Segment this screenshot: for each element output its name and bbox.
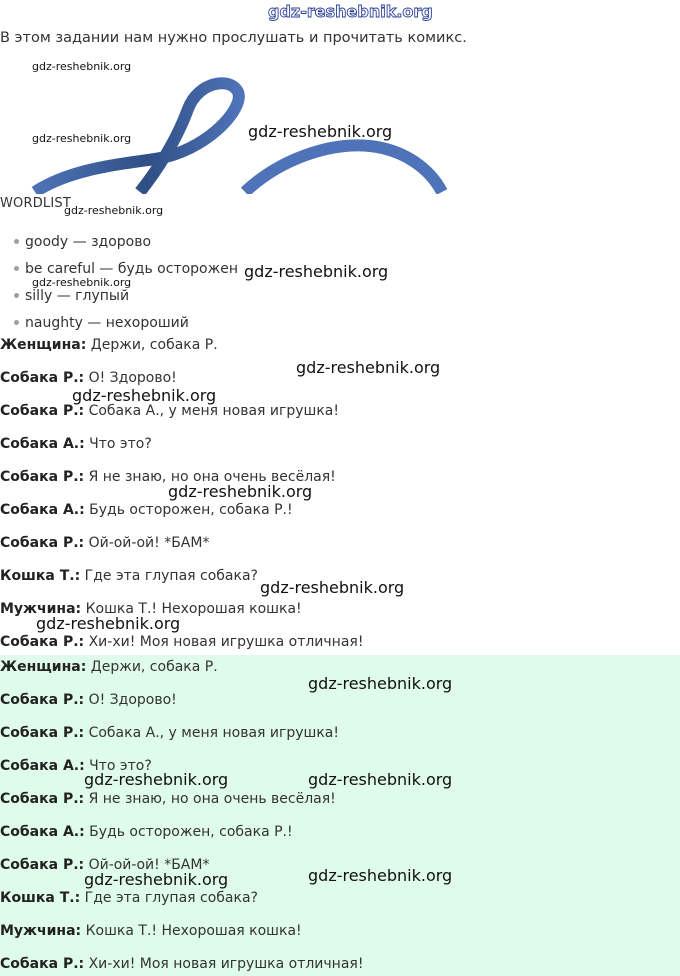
dialogue-line: Собака Р.: Я не знаю, но она очень весёлая!: [0, 791, 336, 807]
dialogue-line: Кошка Т.: Где эта глупая собака?: [0, 890, 258, 906]
watermark: gdz-reshebnik.org: [64, 204, 164, 217]
bullet-icon: [14, 293, 19, 298]
intro-text: В этом задании нам нужно прослушать и прочитать комикс.: [0, 30, 467, 46]
dialogue-line: Мужчина: Кошка Т.! Нехорошая кошка!: [0, 601, 302, 617]
watermark: gdz-reshebnik.org: [308, 674, 453, 693]
watermark: gdz-reshebnik.org: [248, 122, 393, 141]
watermark: gdz-reshebnik.org: [72, 386, 217, 405]
dialogue-line: Женщина: Держи, собака Р.: [0, 337, 218, 353]
wordlist-item: silly — глупый: [14, 288, 129, 304]
dialogue-line: Собака Р.: Я не знаю, но она очень весёлая!: [0, 469, 336, 485]
dialogue-line: Собака А.: Что это?: [0, 436, 152, 452]
bullet-icon: [14, 239, 19, 244]
watermark-top: gdz-reshebnik.org: [268, 2, 433, 21]
watermark: gdz-reshebnik.org: [308, 770, 453, 789]
dialogue-line: Кошка Т.: Где эта глупая собака?: [0, 568, 258, 584]
watermark: gdz-reshebnik.org: [168, 482, 313, 501]
watermark: gdz-reshebnik.org: [244, 262, 389, 281]
watermark: gdz-reshebnik.org: [32, 276, 132, 289]
dialogue-line: Собака А.: Будь осторожен, собака Р.!: [0, 502, 293, 518]
watermark: gdz-reshebnik.org: [84, 870, 229, 889]
dialogue-line: Собака Р.: Хи-хи! Моя новая игрушка отличная!: [0, 634, 364, 650]
wordlist-item: be careful — будь осторожен: [14, 261, 238, 277]
dialogue-line: Собака Р.: Хи-хи! Моя новая игрушка отличная!: [0, 956, 364, 972]
watermark: gdz-reshebnik.org: [84, 770, 229, 789]
dialogue-line: Собака А.: Будь осторожен, собака Р.!: [0, 824, 293, 840]
wordlist-item: naughty — нехороший: [14, 315, 189, 331]
watermark: gdz-reshebnik.org: [32, 132, 132, 145]
watermark: gdz-reshebnik.org: [260, 578, 405, 597]
dialogue-line: Собака Р.: Ой-ой-ой! *БАМ*: [0, 535, 210, 551]
dialogue-line: Мужчина: Кошка Т.! Нехорошая кошка!: [0, 923, 302, 939]
dialogue-line: Собака Р.: Ой-ой-ой! *БАМ*: [0, 857, 210, 873]
bullet-icon: [14, 266, 19, 271]
watermark: gdz-reshebnik.org: [308, 866, 453, 885]
dialogue-line: Собака Р.: Собака А., у меня новая игрушка!: [0, 725, 339, 741]
dialogue-line: Собака А.: Что это?: [0, 758, 152, 774]
dialogue-line: Собака Р.: Собака А., у меня новая игрушка!: [0, 403, 339, 419]
watermark: gdz-reshebnik.org: [32, 60, 132, 73]
watermark: gdz-reshebnik.org: [296, 358, 441, 377]
dialogue-line: Женщина: Держи, собака Р.: [0, 659, 218, 675]
watermark: gdz-reshebnik.org: [36, 614, 181, 633]
bullet-icon: [14, 320, 19, 325]
dialogue-line: Собака Р.: О! Здорово!: [0, 692, 177, 708]
dialogue-line: Собака Р.: О! Здорово!: [0, 370, 177, 386]
wordlist-item: goody — здорово: [14, 234, 151, 250]
wordlist-title: WORDLIST: [0, 196, 71, 211]
